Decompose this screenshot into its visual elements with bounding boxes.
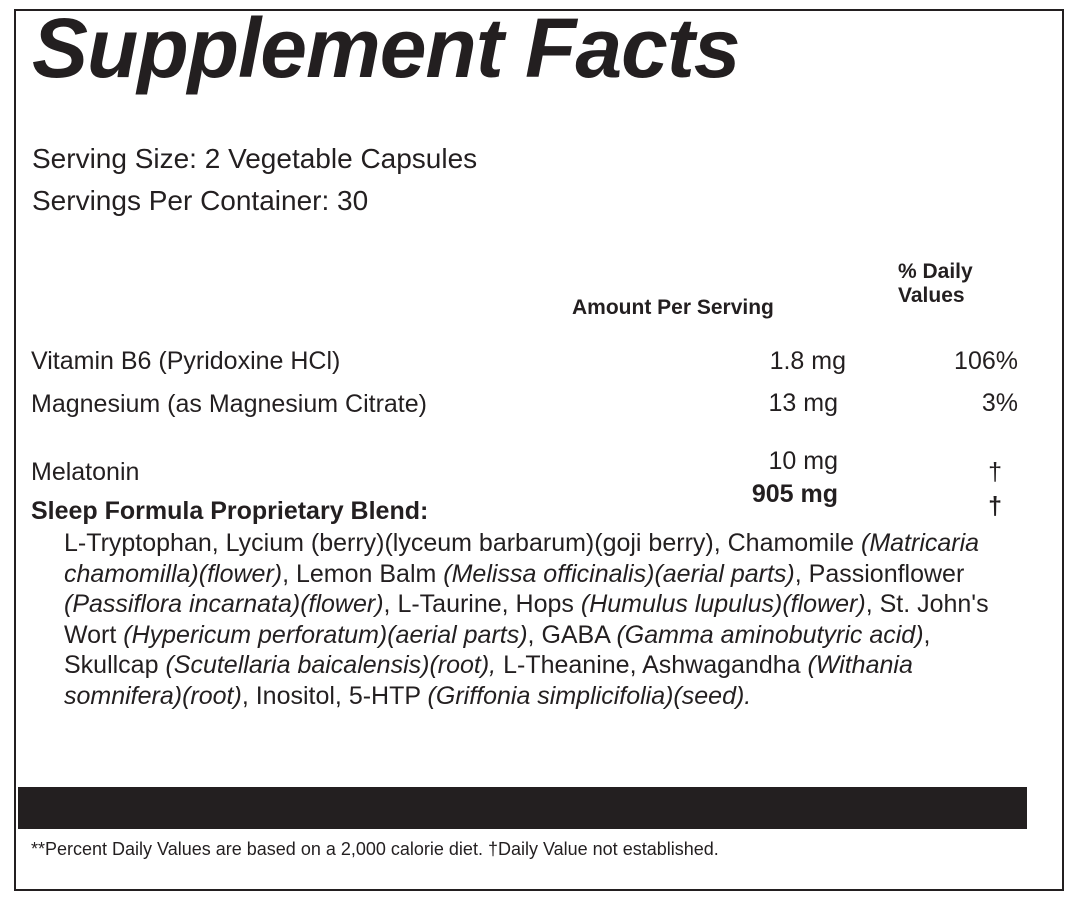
blend-segment-latin: (Withania somnifera)(root) [64,651,913,710]
blend-segment-latin: (Matricaria chamomilla)(flower) [64,529,980,588]
serving-size: Serving Size: 2 Vegetable Capsules [32,143,478,174]
blend-segment: , Passionflower [794,559,965,588]
blend-segment: , L-Taurine, Hops [383,590,581,618]
blend-segment-latin: (Gamma aminobutyric acid) [616,620,924,649]
blend-segment-latin: (Passiflora incarnata)(flower) [64,590,384,618]
servings-per-container: Servings Per Container: 30 [32,185,369,216]
serving-info [32,138,477,222]
nutrient-amount-melatonin: 10 mg [768,447,838,475]
nutrient-dv-melatonin: † [988,458,1002,486]
blend-segment-latin: (Scutellaria baicalensis)(root), [165,651,497,679]
nutrient-amount-proprietary-blend: 905 mg [751,480,838,508]
blend-segment: , Lemon Balm [282,559,444,588]
black-divider-bar [18,787,1027,829]
blend-segment: , Skullcap [64,620,931,679]
blend-segment-latin: (Hypericum perforatum)(aerial parts) [123,620,528,649]
blend-segment: L-Tryptophan, Lycium (berry)(lyceum barbarum)(goji berry), Chamomile [64,529,861,557]
nutrient-name-vitamin-b6: Vitamin B6 (Pyridoxine HCl) [31,347,341,375]
nutrient-name-melatonin: Melatonin [31,458,140,486]
nutrient-amount-vitamin-b6: 1.8 mg [769,347,846,375]
daily-value-header: % Daily Values [898,260,973,307]
blend-segment-latin: (Melissa officinalis)(aerial parts) [443,559,795,588]
footnote: **Percent Daily Values are based on a 2,000 calorie diet. †Daily Value not established. [31,839,719,859]
blend-segment: L-Theanine, Ashwagandha [496,651,808,679]
nutrient-dv-vitamin-b6: 106% [954,347,1018,375]
nutrient-name-proprietary-blend: Sleep Formula Proprietary Blend: [31,497,429,525]
blend-ingredients [64,528,1004,711]
label-title: Supplement Facts [32,1,740,95]
amount-per-serving-header: Amount Per Serving [572,296,774,319]
blend-segment: , St. John's Wort [64,590,989,649]
nutrient-dv-magnesium: 3% [981,389,1018,417]
blend-segment: , GABA [527,620,617,649]
nutrient-name-magnesium: Magnesium (as Magnesium Citrate) [31,390,427,418]
blend-segment: , Inositol, 5-HTP [241,681,428,710]
blend-segment-latin: (Humulus lupulus)(flower) [580,590,866,618]
blend-segment-latin: (Griffonia simplicifolia)(seed). [427,681,752,710]
nutrient-amount-magnesium: 13 mg [768,389,838,417]
nutrient-dv-proprietary-blend: † [988,492,1002,520]
